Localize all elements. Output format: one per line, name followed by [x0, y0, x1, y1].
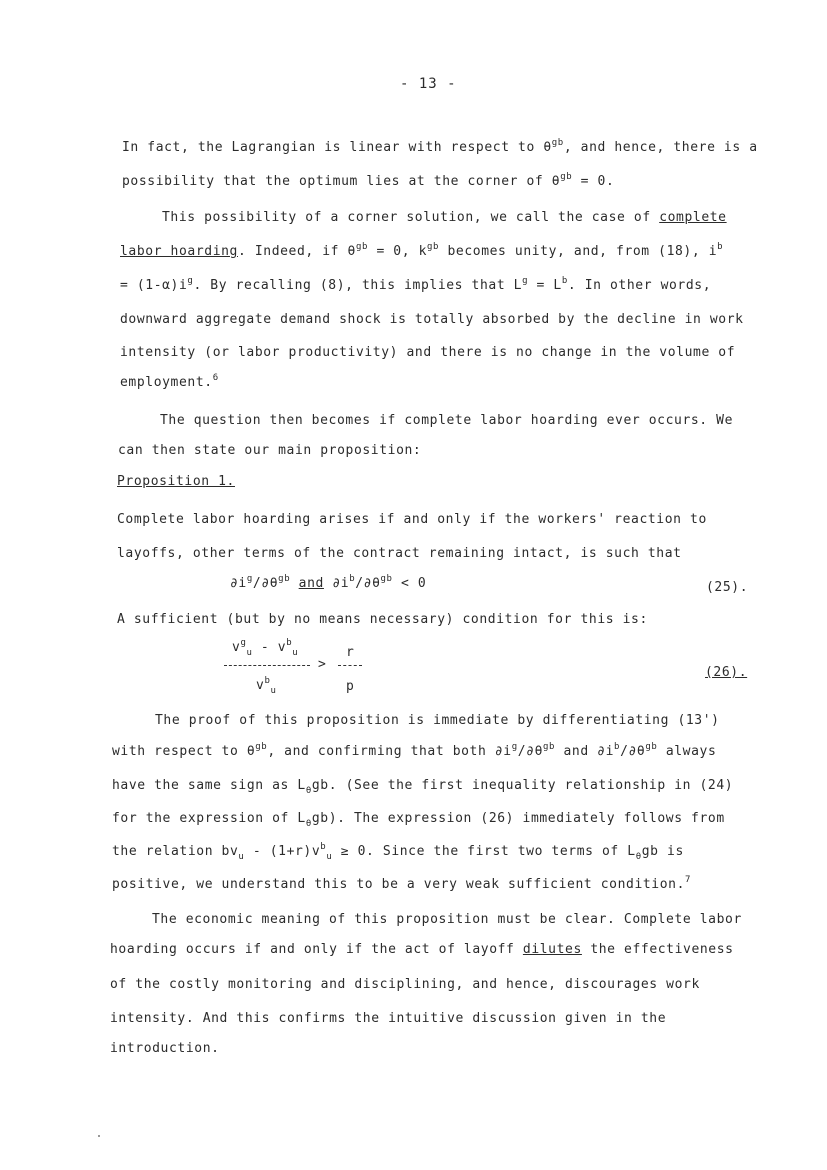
superscript: g — [187, 276, 194, 286]
text: /∂θ — [517, 744, 543, 759]
fraction-bar-right — [338, 665, 362, 666]
subscript: θ — [635, 852, 642, 862]
para2-line3 — [120, 278, 711, 293]
para4-line4 — [112, 811, 725, 829]
math: /∂θ — [355, 576, 381, 591]
text: becomes unity, and, from (18), i — [439, 244, 718, 259]
para2-line5: intensity (or labor productivity) and there is no change in the volume of — [120, 345, 736, 360]
para5-line1: The economic meaning of this proposition must be clear. Complete labor — [152, 912, 742, 927]
underlined-and: and — [298, 576, 324, 591]
superscript: b — [614, 742, 621, 752]
para2-line1 — [162, 210, 727, 225]
proposition-title: Proposition 1. — [117, 474, 235, 489]
text: . In other words, — [567, 278, 712, 293]
text: the effectiveness — [581, 942, 734, 957]
underlined-term: complete — [659, 210, 727, 225]
para5-line3: of the costly monitoring and disciplining, and hence, discourages work — [110, 977, 700, 992]
para2-line4: downward aggregate demand shock is totally absorbed by the decline in work — [120, 312, 744, 327]
para2-line6 — [120, 375, 219, 390]
subscript: θ — [305, 819, 312, 829]
superscript: gb — [278, 574, 291, 584]
subscript: θ — [305, 786, 312, 796]
text: ≥ 0. Since the first two terms of L — [332, 844, 636, 859]
math: < 0 — [392, 576, 427, 591]
text: have the same sign as L — [112, 778, 306, 793]
text: possibility that the optimum lies at the corner of θ — [122, 174, 561, 189]
superscript: b — [717, 242, 724, 252]
underlined-term: labor hoarding — [120, 244, 238, 259]
math: v — [232, 640, 241, 655]
para1-line1 — [122, 140, 758, 155]
text: This possibility of a corner solution, we call the case of — [162, 210, 660, 225]
text: . Indeed, if θ — [237, 244, 356, 259]
proposition-line2: layoffs, other terms of the contract remaining intact, is such that — [117, 546, 682, 561]
text: , and confirming that both ∂i — [267, 744, 512, 759]
subscript: u — [292, 648, 299, 658]
text: always — [657, 744, 717, 759]
superscript: g — [511, 742, 518, 752]
superscript: gb — [645, 742, 658, 752]
eq26-p: p — [346, 679, 355, 694]
math: v — [256, 678, 265, 693]
page-number: - 13 - — [400, 76, 457, 92]
para4-line5 — [112, 842, 684, 862]
footnote-mark: 6 — [212, 373, 219, 383]
math: ∂i — [230, 576, 247, 591]
para5-line2 — [110, 942, 734, 957]
para4-line6 — [112, 877, 691, 892]
subscript: u — [246, 648, 253, 658]
superscript: gb — [355, 242, 369, 252]
superscript: b — [286, 638, 293, 648]
underlined-term: dilutes — [522, 942, 582, 957]
text: for the expression of L — [112, 811, 306, 826]
para3-line2: can then state our main proposition: — [118, 443, 422, 458]
superscript: b — [349, 574, 356, 584]
text: = 0, k — [368, 244, 428, 259]
text: = (1-α)i — [120, 278, 188, 293]
math: /∂θ — [252, 576, 279, 591]
para5-line5: introduction. — [110, 1041, 220, 1056]
footnote-mark: 7 — [685, 875, 692, 885]
para1-line2 — [122, 174, 614, 189]
superscript: b — [264, 676, 271, 686]
para5-line4: intensity. And this confirms the intuitive discussion given in the — [110, 1011, 667, 1026]
text: employment. — [120, 375, 213, 390]
superscript: b — [561, 276, 568, 286]
eq26-r: r — [346, 645, 355, 660]
superscript: gb — [543, 742, 556, 752]
subscript: u — [326, 852, 333, 862]
eq26-numerator — [232, 638, 299, 658]
text: , and hence, there is a — [563, 140, 758, 155]
para2-line2 — [120, 244, 723, 259]
text: and ∂i — [555, 744, 615, 759]
text: the relation bv — [112, 844, 239, 859]
superscript: gb — [380, 574, 393, 584]
text: positive, we understand this to be a very weak sufficient condition. — [112, 877, 686, 892]
para3-line1: The question then becomes if complete labor hoarding ever occurs. We — [160, 413, 734, 428]
fraction-bar — [224, 665, 310, 666]
text: hoarding occurs if and only if the act of layoff — [110, 942, 523, 957]
equation-25 — [230, 576, 426, 591]
text: In fact, the Lagrangian is linear with respect to θ — [122, 140, 552, 155]
superscript: gb — [427, 242, 440, 252]
text: gb. (See the first inequality relationship in (24) — [311, 778, 734, 793]
text: with respect to θ — [112, 744, 256, 759]
para4-line3 — [112, 778, 734, 796]
superscript: gb — [560, 172, 573, 182]
superscript: gb — [255, 742, 268, 752]
text: = 0. — [572, 174, 615, 189]
sufficient-condition-line: A sufficient (but by no means necessary) condition for this is: — [117, 612, 648, 627]
para4-line1: The proof of this proposition is immediate by differentiating (13') — [155, 713, 720, 728]
math: ∂i — [323, 576, 350, 591]
text: gb). The expression (26) immediately follows from — [311, 811, 725, 826]
eq26-denominator — [256, 676, 277, 696]
text: = L — [528, 278, 562, 293]
superscript: g — [522, 276, 529, 286]
superscript: g — [240, 638, 247, 648]
equation-26-number: (26). — [705, 665, 748, 680]
superscript: gb — [551, 138, 564, 148]
superscript: b — [320, 842, 327, 852]
scan-speck — [98, 1135, 100, 1137]
para4-line2 — [112, 744, 716, 759]
proposition-line1: Complete labor hoarding arises if and only if the workers' reaction to — [117, 512, 707, 527]
text: /∂θ — [620, 744, 646, 759]
text: - (1+r)v — [244, 844, 321, 859]
equation-25-number: (25). — [706, 580, 749, 595]
text: gb is — [641, 844, 684, 859]
subscript: u — [238, 852, 245, 862]
superscript: g — [246, 574, 253, 584]
greater-than-sign: > — [318, 657, 327, 672]
subscript: u — [270, 686, 277, 696]
text: . By recalling (8), this implies that L — [193, 278, 523, 293]
math: - v — [252, 640, 287, 655]
